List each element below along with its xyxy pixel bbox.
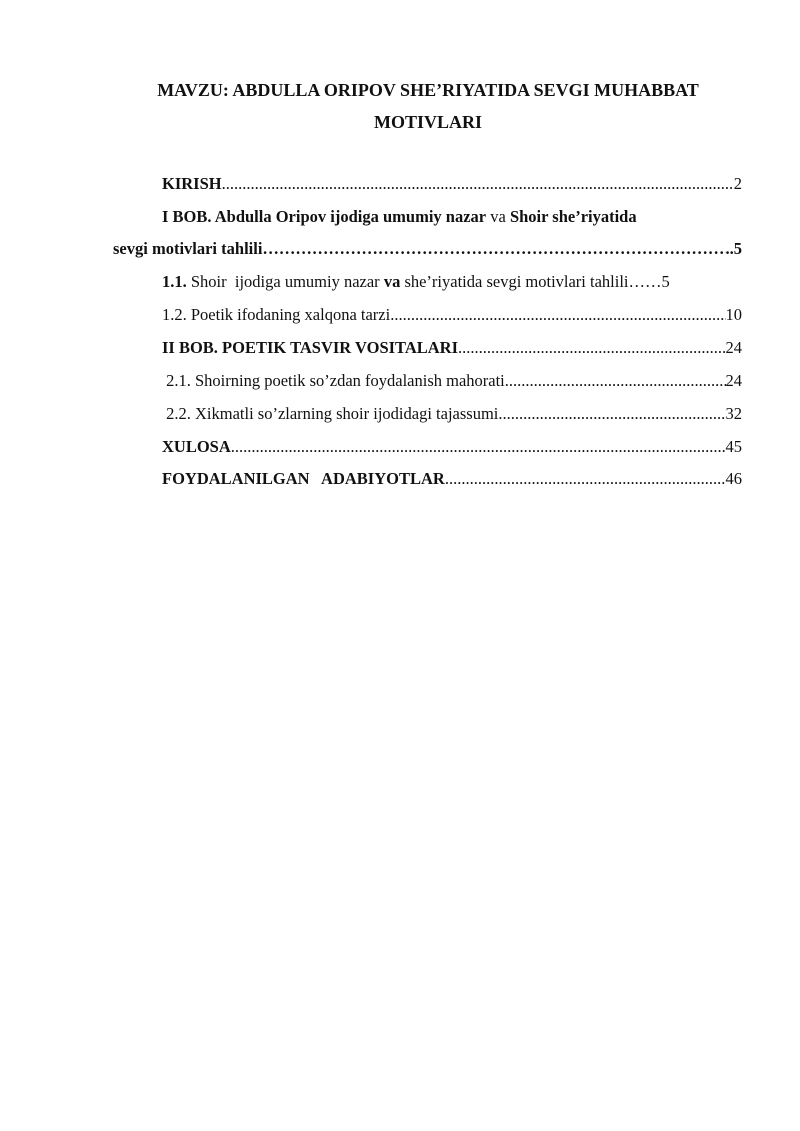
toc-leader (445, 467, 726, 491)
toc-leader (498, 402, 725, 426)
toc-label: XULOSA (162, 437, 231, 456)
toc-page-number: 2 (733, 174, 742, 193)
toc-entry-2-1 (162, 369, 742, 393)
toc-entry-1-1 (162, 270, 742, 294)
toc-entry-xulosa (162, 435, 742, 459)
toc-entry-bob1-line2 (113, 237, 742, 261)
toc-label: 1.2. Poetik ifodaning xalqona tarzi (162, 305, 391, 324)
toc-label-part: va (383, 272, 401, 291)
toc-page-number: 45 (725, 437, 742, 456)
toc-label: 2.1. Shoirning poetik so’zdan foydalanish mahorati (162, 371, 505, 390)
toc-label: 2.2. Xikmatli so’zlarning shoir ijodidagi tajassumi (162, 404, 499, 423)
toc-label: II BOB. POETIK TASVIR VOSITALARI (162, 338, 458, 357)
toc-entry-1-2 (162, 303, 742, 327)
toc-leader (262, 237, 725, 261)
toc-page-number: 46 (725, 469, 742, 488)
toc-label: FOYDALANILGAN ADABIYOTLAR (162, 469, 445, 488)
toc-leader (458, 336, 726, 360)
title-line-1: MAVZU: ABDULLA ORIPOV SHE’RIYATIDA SEVGI MUHABBAT (157, 80, 699, 100)
toc-page-number: 10 (725, 305, 742, 324)
toc-section-number: 1.1. (162, 272, 187, 291)
toc-leader (222, 172, 734, 196)
toc-label-part: Shoir she’riyatida (509, 207, 637, 226)
toc-leader (505, 369, 726, 393)
toc-label-part: she’riyatida sevgi motivlari tahlili (400, 272, 629, 291)
toc-label: KIRISH (162, 174, 222, 193)
page-title (120, 74, 736, 138)
toc-entry-bob1-line1 (162, 205, 742, 229)
toc-entry-kirish (162, 172, 742, 196)
title-line-2: MOTIVLARI (373, 112, 482, 132)
toc-label-part: I BOB. Abdulla Oripov ijodiga umumiy nazar (162, 207, 487, 226)
toc-entry-adabiyotlar (162, 467, 742, 491)
toc-page-number: 24 (725, 371, 742, 390)
toc-page-number: ..5 (725, 239, 742, 258)
toc-leader (390, 303, 725, 327)
toc-label-part: Shoir ijodiga umumiy nazar (186, 272, 384, 291)
toc-label-part: va (486, 207, 510, 226)
toc-page-number: 5 (661, 272, 670, 291)
toc-entry-bob2 (162, 336, 742, 360)
toc-leader: …… (628, 272, 662, 291)
toc-leader (231, 435, 726, 459)
toc-entry-2-2 (162, 402, 742, 426)
toc-page-number: 32 (725, 404, 742, 423)
toc-label: sevgi motivlari tahlili (113, 239, 263, 258)
toc-page-number: 24 (725, 338, 742, 357)
